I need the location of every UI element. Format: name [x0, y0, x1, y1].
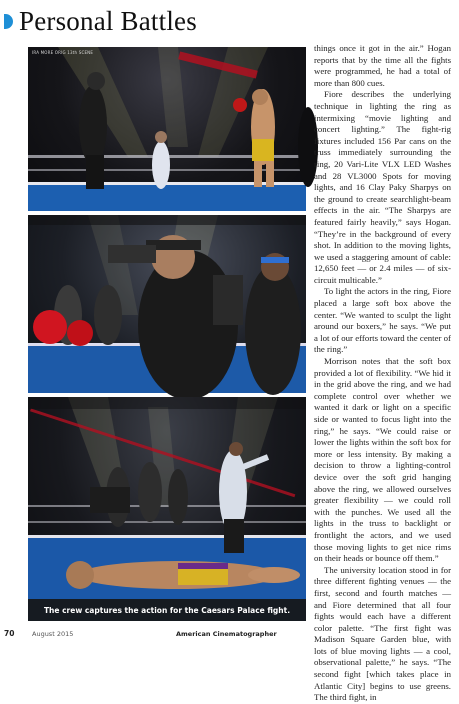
photo-boxing-ring-fight — [28, 47, 306, 211]
article-paragraph: To light the actors in the ring, Fiore placed a large soft box above the center. “We wanted to sculpt the light around our boxers,” he says. “We put a lot of our efforts toward the center of the ring.” — [314, 286, 451, 355]
publication-name: American Cinematographer — [176, 630, 277, 638]
article-paragraph: things once it got in the air.” Hogan reports that by the time all the fights were programmed, he had a total of more than 800 cues. — [314, 43, 451, 88]
photo-caption-bar — [28, 599, 306, 621]
issue-date: August 2015 — [32, 630, 74, 638]
photo-knockout-ring-crew — [28, 397, 306, 621]
article-paragraph: Fiore describes the underlying technique in lighting the ring as intermixing “movie lighting and concert lighting.” The fight-rig fixtures included 156 Par cans on the truss immediately surrounding the ring, 20 Vari-Lite VLX LED Washes and 28 VL3000 Spots for moving lights, and 16 Clay Paky Sharpys on the ground to create searchlight-beam effects in the air. “The Sharpys are featured fairly heavily,” says Hogan. “They’re in the background of every shot. In addition to the moving lights, we used a staggering amount of cable: 12,650 feet — or 2.4 miles — of six-circuit multicable.” — [314, 89, 451, 285]
page-title: Personal Battles — [19, 5, 197, 36]
article-paragraph: Morrison notes that the soft box provided a lot of flexibility. “We hid it in the grid above the ring, and we had complete control over whether we wanted it dark or light on a specific side or wanted to focus light into the ring,” he says. “We could raise or lower the lights within the soft box for more or less intensity. By making a decision to throw a lighting-control device over the soft grid hanging above the ring, we allowed ourselves greater flexibility — we could roll with the punches. We used all the lights in the truss to backlight or frontlight the actors, and we used those moving lights to get nice rims on their heads or bounce off them.” — [314, 356, 451, 564]
article-paragraph: The university location stood in for three different fighting venues — the first, second and fourth matches — and Fiore determined that all four fights would each have a different color palette. “The first fight was Madison Square Garden blue, with lots of blue moving lights — a cool, observational palette,” he says. “The second fight [which takes place in Atlantic City] begins to use greens. The third fight, in — [314, 564, 451, 703]
section-marker-icon — [4, 14, 13, 29]
photo-credit: IRA MORE ORIG 13th SCENE — [32, 50, 94, 55]
page-header — [4, 6, 197, 36]
article-body — [314, 43, 451, 703]
page-footer — [0, 627, 459, 640]
photo-camera-operator-ringside — [28, 215, 306, 393]
photo-caption: The crew captures the action for the Caesars Palace fight. — [43, 605, 291, 615]
page-number: 70 — [4, 629, 15, 638]
